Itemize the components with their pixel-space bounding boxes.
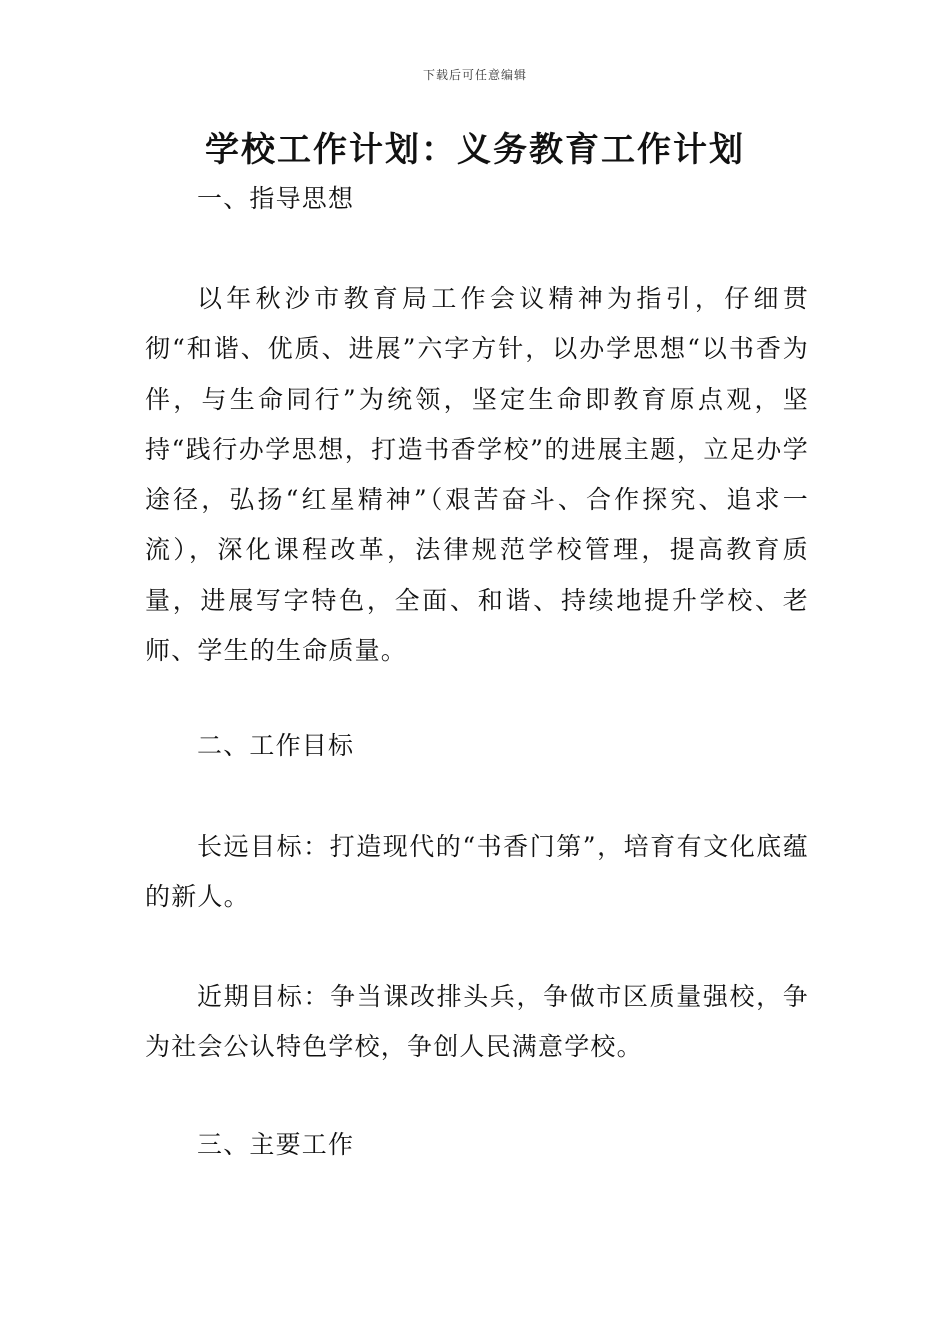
paragraph-long-term-goal: 长远目标：打造现代的“书香门第”，培育有文化底蕴的新人。 [145, 832, 809, 912]
section-heading-main-work: 三、主要工作 [197, 1130, 355, 1159]
document-title: 学校工作计划：义务教育工作计划 [205, 130, 745, 170]
section-heading-work-goals: 二、工作目标 [197, 731, 355, 760]
header-note: 下载后可任意编辑 [422, 68, 527, 82]
paragraph-short-term-goal: 近期目标：争当课改排头兵，争做市区质量强校，争为社会公认特色学校，争创人民满意学校。 [145, 982, 809, 1062]
paragraph-guiding-thought: 以年秋沙市教育局工作会议精神为指引，仔细贯彻“和谐、优质、进展”六字方针，以办学思想“以书香为伴，与生命同行”为统领，坚定生命即教育原点观，坚持“践行办学思想，打造书香学校”的进展主题，立足办学途径，弘扬“红星精神”（艰苦奋斗、合作探究、追求一流），深化课程改革，法律规范学校管理，提高教育质量，进展写字特色，全面、和谐、持续地提升学校、老师、学生的生命质量。 [145, 284, 809, 666]
section-heading-guiding-thought: 一、指导思想 [197, 184, 355, 213]
